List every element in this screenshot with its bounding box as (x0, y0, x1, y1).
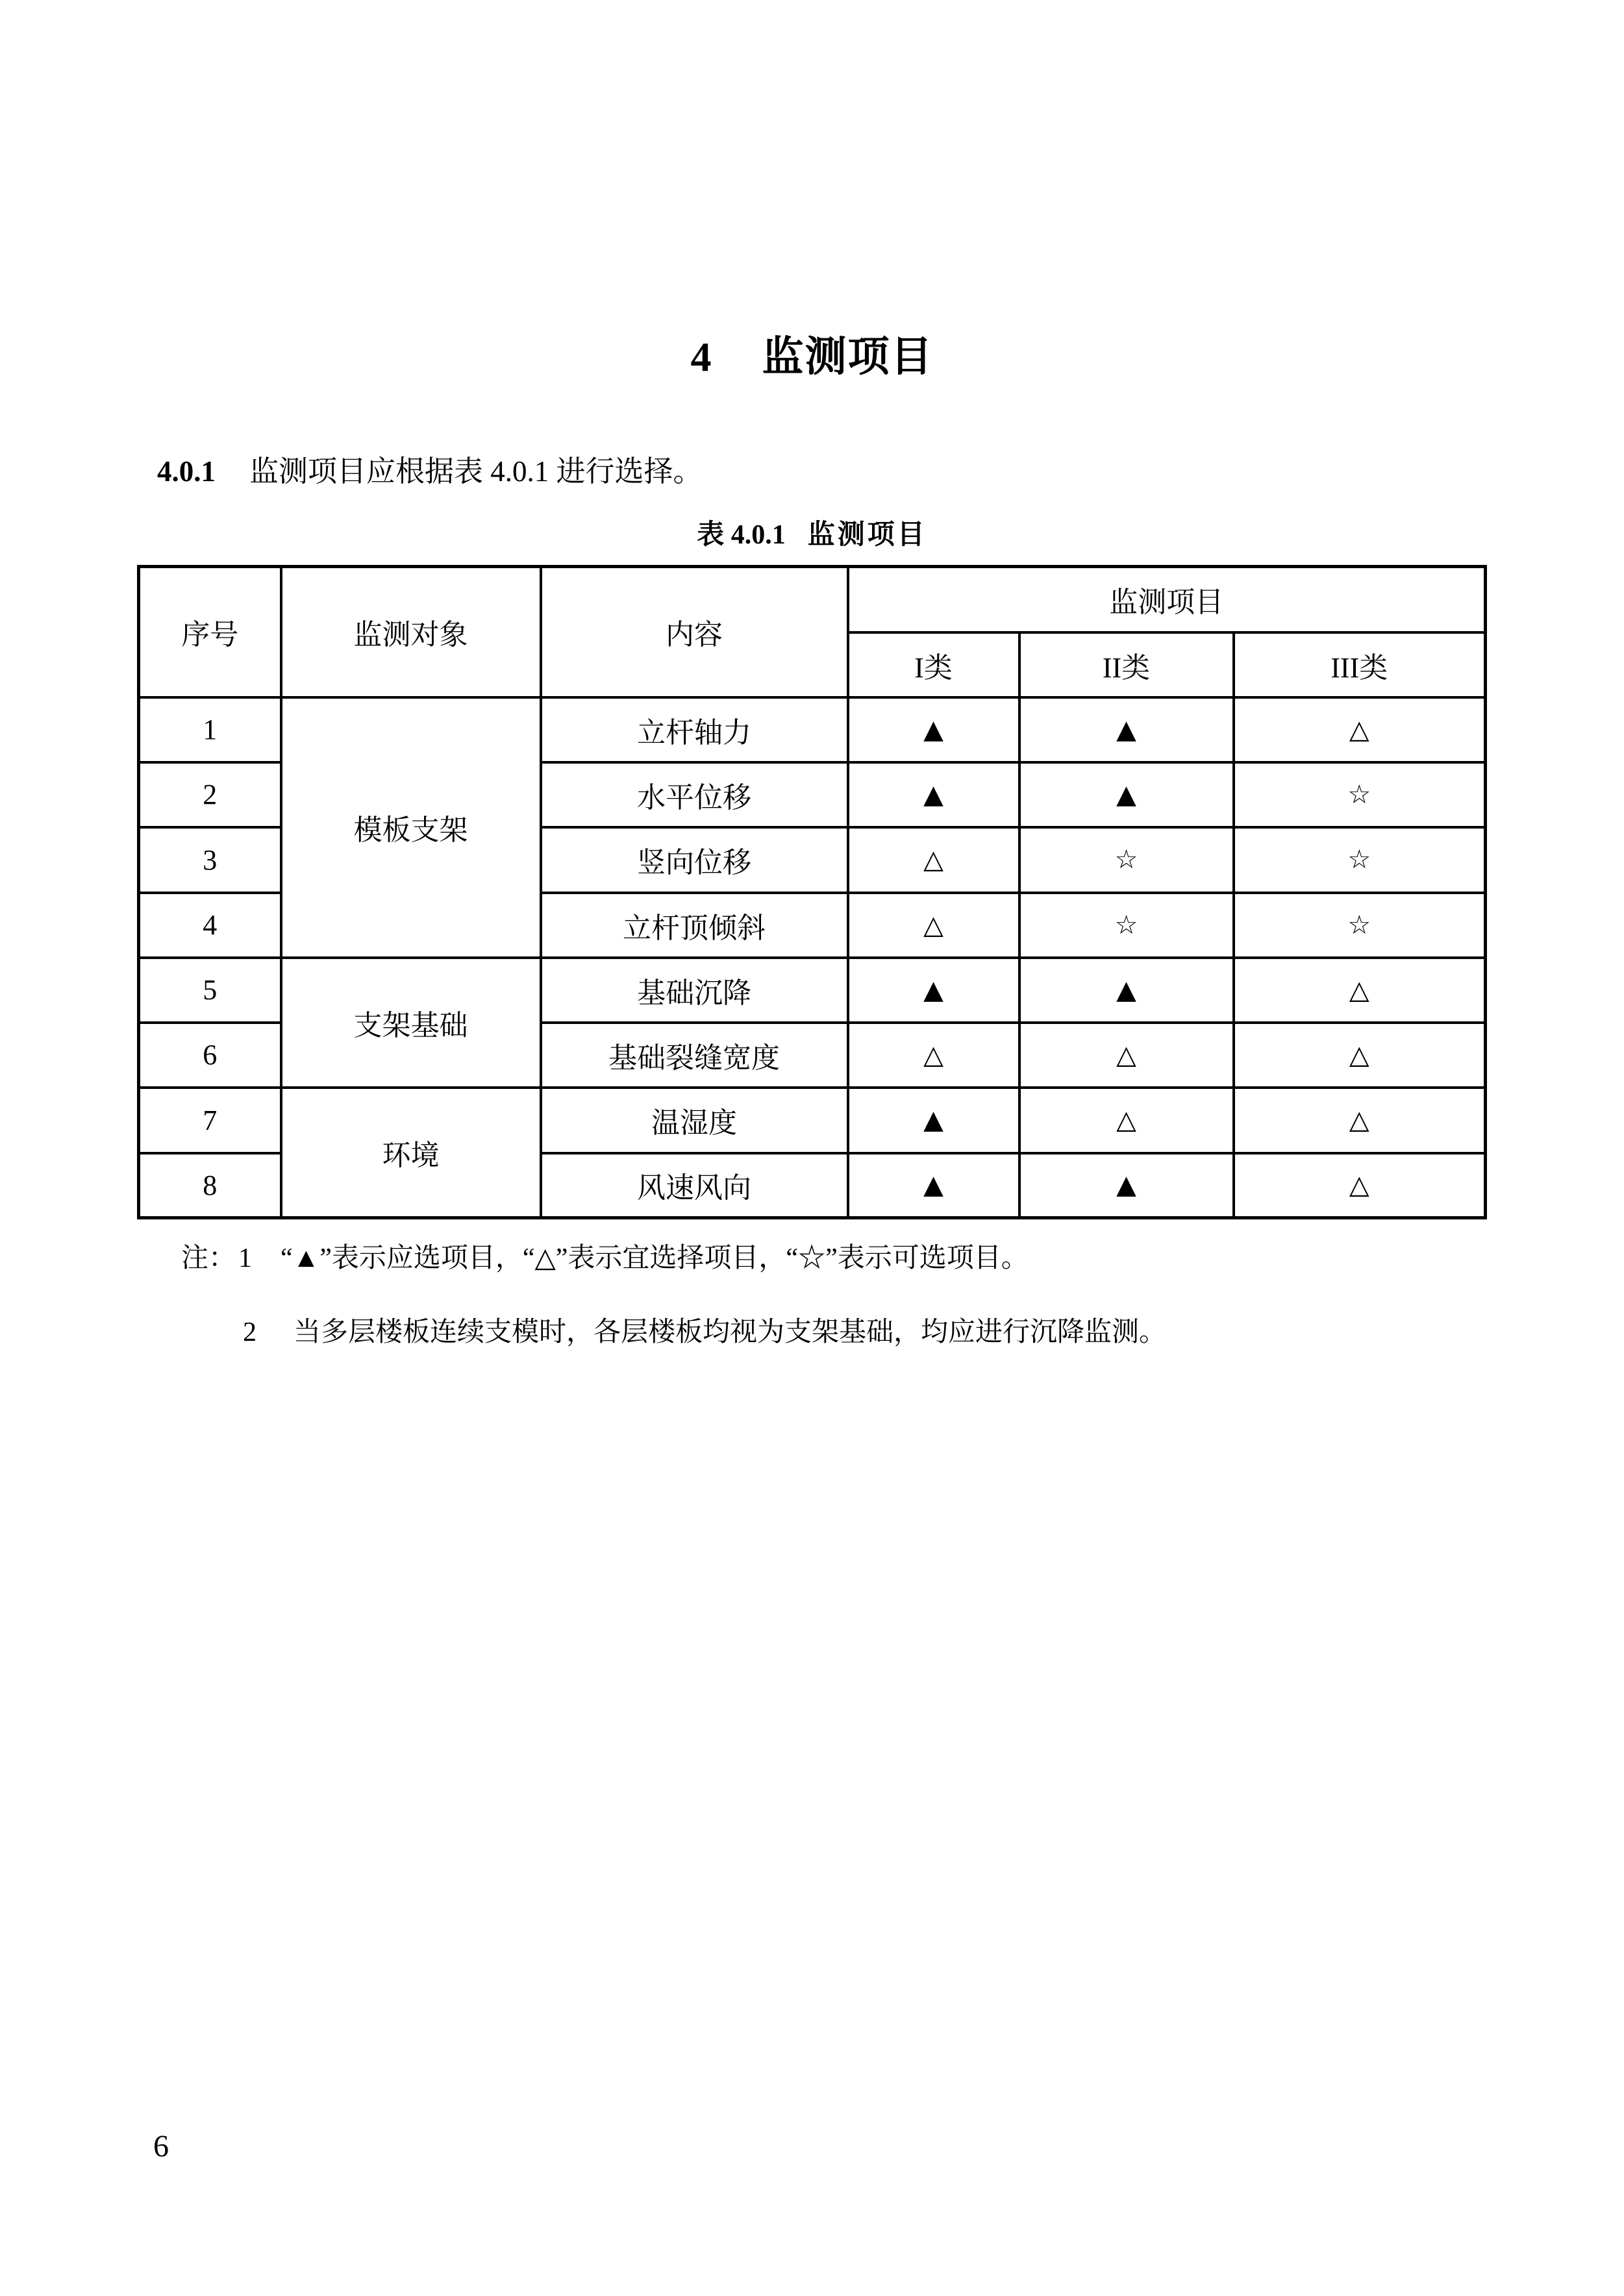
cell-content: 立杆轴力 (541, 697, 848, 762)
cell-class1-symbol: △ (848, 827, 1019, 893)
cell-seq: 8 (139, 1153, 281, 1218)
chapter-title-text: 监测项目 (762, 334, 934, 380)
cell-content: 立杆顶倾斜 (541, 893, 848, 958)
header-row-1 (139, 567, 1486, 632)
cell-content: 风速风向 (541, 1153, 848, 1218)
cell-class3-symbol: ☆ (1234, 827, 1486, 893)
cell-seq: 2 (139, 762, 281, 827)
cell-seq: 4 (139, 893, 281, 958)
cell-content: 基础裂缝宽度 (541, 1023, 848, 1088)
header-group: 监测项目 (848, 567, 1486, 632)
cell-class2-symbol: △ (1019, 1088, 1234, 1153)
cell-class2-symbol: ☆ (1019, 827, 1234, 893)
table-note-1 (181, 1242, 1029, 1275)
table-caption-title: 监测项目 (807, 520, 927, 550)
cell-class3-symbol: △ (1234, 697, 1486, 762)
cell-class3-symbol: △ (1234, 1088, 1486, 1153)
header-content: 内容 (541, 567, 848, 697)
cell-class1-symbol: ▲ (848, 697, 1019, 762)
cell-object-support-foundation: 支架基础 (281, 958, 541, 1088)
cell-content: 竖向位移 (541, 827, 848, 893)
table-row (139, 1088, 1486, 1153)
chapter-heading (0, 332, 1624, 382)
cell-class2-symbol: ☆ (1019, 893, 1234, 958)
header-object: 监测对象 (281, 567, 541, 697)
chapter-number: 4 (690, 334, 712, 380)
cell-class1-symbol: ▲ (848, 958, 1019, 1023)
cell-class2-symbol: ▲ (1019, 1153, 1234, 1218)
monitoring-items-table (137, 565, 1487, 1219)
cell-content: 水平位移 (541, 762, 848, 827)
cell-class1-symbol: ▲ (848, 1088, 1019, 1153)
table-caption (0, 519, 1624, 551)
clause-text: 监测项目应根据表 4.0.1 进行选择。 (249, 455, 703, 488)
cell-class3-symbol: △ (1234, 1153, 1486, 1218)
table-caption-label: 表 4.0.1 (697, 520, 786, 550)
clause-number: 4.0.1 (157, 455, 216, 488)
cell-seq: 5 (139, 958, 281, 1023)
cell-class1-symbol: △ (848, 893, 1019, 958)
cell-class2-symbol: ▲ (1019, 762, 1234, 827)
table-row (139, 958, 1486, 1023)
cell-class3-symbol: ☆ (1234, 762, 1486, 827)
page-number: 6 (153, 2129, 169, 2164)
cell-class2-symbol: △ (1019, 1023, 1234, 1088)
cell-content: 基础沉降 (541, 958, 848, 1023)
cell-object-formwork-support: 模板支架 (281, 697, 541, 958)
cell-seq: 1 (139, 697, 281, 762)
cell-class1-symbol: △ (848, 1023, 1019, 1088)
cell-class3-symbol: △ (1234, 1023, 1486, 1088)
cell-class3-symbol: ☆ (1234, 893, 1486, 958)
cell-class2-symbol: ▲ (1019, 697, 1234, 762)
table-note-2 (243, 1316, 1166, 1349)
header-class-1: I类 (848, 632, 1019, 697)
cell-class1-symbol: ▲ (848, 762, 1019, 827)
note-number: 1 (238, 1243, 252, 1273)
cell-content: 温湿度 (541, 1088, 848, 1153)
cell-seq: 3 (139, 827, 281, 893)
cell-object-environment: 环境 (281, 1088, 541, 1218)
cell-seq: 7 (139, 1088, 281, 1153)
note-number: 2 (243, 1317, 256, 1347)
header-seq: 序号 (139, 567, 281, 697)
table-row (139, 697, 1486, 762)
cell-seq: 6 (139, 1023, 281, 1088)
clause-paragraph (157, 453, 703, 490)
cell-class3-symbol: △ (1234, 958, 1486, 1023)
cell-class2-symbol: ▲ (1019, 958, 1234, 1023)
header-class-2: II类 (1019, 632, 1234, 697)
header-class-3: III类 (1234, 632, 1486, 697)
cell-class1-symbol: ▲ (848, 1153, 1019, 1218)
note-text: 当多层楼板连续支模时，各层楼板均视为支架基础，均应进行沉降监测。 (294, 1317, 1167, 1347)
note-label: 注： (181, 1243, 236, 1273)
note-text: “▲”表示应选项目，“△”表示宜选择项目，“☆”表示可选项目。 (281, 1243, 1029, 1273)
